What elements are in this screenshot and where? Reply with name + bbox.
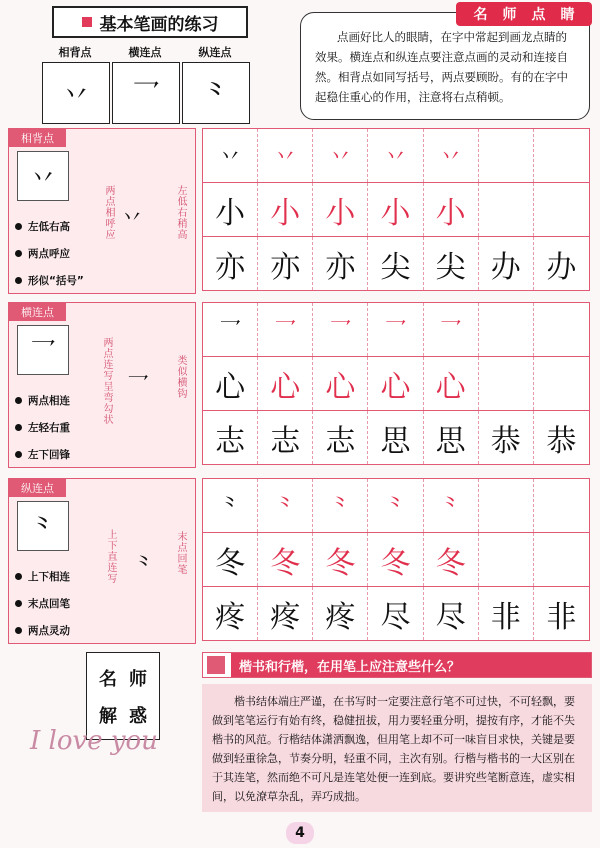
bullet-item: 左下回锋 bbox=[15, 441, 70, 468]
sample-label-3: 纵连点 bbox=[198, 46, 232, 59]
grid-cell: 乛 bbox=[313, 303, 368, 356]
grid-cell: 尖 bbox=[424, 237, 479, 290]
grid-cell: 尽 bbox=[424, 587, 479, 640]
question-marker-icon bbox=[207, 656, 225, 674]
grid-cell: 冬 bbox=[203, 533, 258, 586]
grid-row bbox=[203, 533, 589, 587]
grid-cell: 小 bbox=[313, 183, 368, 236]
grid-cell: 疼 bbox=[258, 587, 313, 640]
grid-row bbox=[203, 303, 589, 357]
grid-cell: 尖 bbox=[368, 237, 423, 290]
bullet-item: 两点相连 bbox=[15, 387, 70, 414]
section-note: 两点连写呈弯勾状 bbox=[101, 337, 112, 425]
grid-cell: 丷 bbox=[313, 129, 368, 182]
grid-cell: 非 bbox=[479, 587, 534, 640]
grid-cell bbox=[479, 183, 534, 236]
grid-cell bbox=[479, 129, 534, 182]
grid-cell bbox=[534, 357, 589, 410]
section-bullets bbox=[15, 563, 70, 644]
grid-cell: ⺀ bbox=[313, 479, 368, 532]
sample-box-3: ⺀ bbox=[182, 62, 250, 124]
grid-row bbox=[203, 479, 589, 533]
grid-cell: 办 bbox=[546, 249, 577, 285]
grid-cell bbox=[534, 533, 589, 586]
practice-grid-3 bbox=[202, 478, 590, 641]
practice-grid-1 bbox=[202, 128, 590, 291]
grid-cell: 思 bbox=[424, 411, 479, 464]
grid-cell: 丷 bbox=[368, 129, 423, 182]
grid-cell: 丷 bbox=[203, 129, 258, 182]
section-left-3 bbox=[8, 478, 196, 644]
grid-cell: 亦 bbox=[203, 237, 258, 290]
tip-badge-char: 名 bbox=[473, 7, 488, 23]
page-title-text: 基本笔画的练习 bbox=[99, 14, 219, 35]
bullet-item: 两点呼应 bbox=[15, 240, 84, 267]
faq-label-char: 师 bbox=[129, 668, 147, 690]
grid-cell bbox=[479, 303, 534, 356]
faq-question-bar bbox=[202, 652, 592, 678]
grid-cell: 志 bbox=[203, 411, 258, 464]
faq-label-char: 解 bbox=[99, 705, 117, 727]
grid-cell bbox=[479, 357, 534, 410]
grid-row bbox=[203, 357, 589, 411]
grid-cell: 丷 bbox=[258, 129, 313, 182]
grid-cell bbox=[534, 479, 589, 532]
faq-label-char: 名 bbox=[99, 668, 117, 690]
tip-box: 点画好比人的眼睛，在字中常起到画龙点睛的效果。横连点和纵连点要注意点画的灵动和连接自然。相背点如同写括号，两点要顾盼。有的在字中起稳住重心的作用，注意将右点稍顿。 bbox=[300, 12, 590, 120]
section-bullets bbox=[15, 213, 84, 294]
grid-cell bbox=[534, 129, 589, 182]
section-glyph: 丷 bbox=[17, 151, 69, 201]
grid-cell: 丷 bbox=[424, 129, 479, 182]
section-glyph: 乛 bbox=[17, 325, 69, 375]
grid-cell bbox=[534, 183, 589, 236]
section-note: 类似横钩 bbox=[175, 355, 186, 399]
grid-cell bbox=[534, 303, 589, 356]
faq-label-char: 惑 bbox=[129, 705, 147, 727]
grid-cell: 亦 bbox=[313, 237, 368, 290]
grid-cell: 心 bbox=[368, 357, 423, 410]
grid-cell bbox=[479, 533, 534, 586]
bullet-item: 两点灵动 bbox=[15, 617, 70, 644]
grid-cell: 疼 bbox=[203, 587, 258, 640]
sample-box-2: 乛 bbox=[112, 62, 180, 124]
grid-cell: 心 bbox=[313, 357, 368, 410]
grid-cell: 冬 bbox=[424, 533, 479, 586]
section-demo-glyph: 丷 bbox=[121, 206, 144, 231]
section-tag: 纵连点 bbox=[9, 479, 66, 497]
grid-cell: ⺀ bbox=[424, 479, 479, 532]
grid-cell: 志 bbox=[313, 411, 368, 464]
section-note: 上下直连写 bbox=[105, 529, 116, 584]
grid-cell: ⺀ bbox=[203, 479, 258, 532]
grid-cell: 思 bbox=[368, 411, 423, 464]
grid-cell: 恭 bbox=[546, 423, 577, 459]
grid-cell: 乛 bbox=[368, 303, 423, 356]
grid-cell: 小 bbox=[203, 183, 258, 236]
sample-box-1: 丷 bbox=[42, 62, 110, 124]
grid-row bbox=[203, 129, 589, 183]
grid-cell: 尽 bbox=[368, 587, 423, 640]
section-bullets bbox=[15, 387, 70, 468]
section-left-1 bbox=[8, 128, 196, 294]
section-note: 左低右稍高 bbox=[175, 185, 186, 240]
grid-cell bbox=[479, 479, 534, 532]
section-demo-glyph: 乛 bbox=[127, 374, 150, 399]
grid-cell: 非 bbox=[546, 599, 577, 635]
grid-cell: 冬 bbox=[258, 533, 313, 586]
bullet-item: 末点回笔 bbox=[15, 590, 70, 617]
bullet-item: 形似“括号” bbox=[15, 267, 84, 294]
grid-cell: 冬 bbox=[313, 533, 368, 586]
section-tag: 横连点 bbox=[9, 303, 66, 321]
grid-cell: 乛 bbox=[424, 303, 479, 356]
sample-label-2: 横连点 bbox=[128, 46, 162, 59]
grid-cell: 心 bbox=[258, 357, 313, 410]
grid-cell: 志 bbox=[258, 411, 313, 464]
page-title bbox=[52, 6, 248, 38]
grid-cell: 小 bbox=[258, 183, 313, 236]
grid-cell: 办 bbox=[479, 237, 534, 290]
bullet-item: 上下相连 bbox=[15, 563, 70, 590]
section-note: 末点回笔 bbox=[175, 531, 186, 575]
grid-cell: 冬 bbox=[368, 533, 423, 586]
practice-grid-2 bbox=[202, 302, 590, 465]
grid-row bbox=[203, 411, 589, 464]
tip-badge-char: 睛 bbox=[560, 7, 575, 23]
section-demo-glyph: ⺀ bbox=[133, 554, 156, 579]
grid-cell: 亦 bbox=[258, 237, 313, 290]
section-glyph: ⺀ bbox=[17, 501, 69, 551]
section-left-2 bbox=[8, 302, 196, 468]
section-tag: 相背点 bbox=[9, 129, 66, 147]
bullet-item: 左轻右重 bbox=[15, 414, 70, 441]
grid-cell: 乛 bbox=[258, 303, 313, 356]
grid-cell: 小 bbox=[368, 183, 423, 236]
title-marker-icon bbox=[82, 17, 92, 27]
grid-cell: 恭 bbox=[479, 411, 534, 464]
bullet-item: 左低右高 bbox=[15, 213, 84, 240]
sample-label-1: 相背点 bbox=[58, 46, 92, 59]
faq-answer: 楷书结体端庄严谨，在书写时一定要注意行笔不可过快，不可轻飘，要做到笔笔运行有始有终，稳健扭拔，用力要轻重分明，提按有序，才能不失楷书的风范。行楷结体潇洒飘逸，但用笔上却不可一味盲目求快，关键是要做到轻重徐急，节奏分明，轻重不同，主次有别。行楷与楷书的一大区别在于其连笔，然而绝不可凡是连笔处便一连到底。要讲究些笔断意连，虚实相间，以免潦草杂乱，弄巧成拙。 bbox=[202, 684, 592, 812]
section-note: 两点相呼应 bbox=[103, 185, 114, 240]
grid-cell: 乛 bbox=[203, 303, 258, 356]
grid-cell: 疼 bbox=[313, 587, 368, 640]
tip-badge-char: 师 bbox=[502, 7, 517, 23]
grid-cell: ⺀ bbox=[368, 479, 423, 532]
faq-question: 楷书和行楷，在用笔上应注意些什么？ bbox=[231, 653, 591, 677]
tip-badge bbox=[456, 2, 592, 26]
grid-cell: 心 bbox=[203, 357, 258, 410]
grid-row bbox=[203, 183, 589, 237]
love-decoration: I love you bbox=[30, 726, 158, 756]
grid-row bbox=[203, 587, 589, 640]
grid-cell: 小 bbox=[424, 183, 479, 236]
page-number: 4 bbox=[286, 822, 314, 844]
grid-cell: 心 bbox=[424, 357, 479, 410]
tip-badge-char: 点 bbox=[531, 7, 546, 23]
grid-row bbox=[203, 237, 589, 290]
grid-cell: ⺀ bbox=[258, 479, 313, 532]
